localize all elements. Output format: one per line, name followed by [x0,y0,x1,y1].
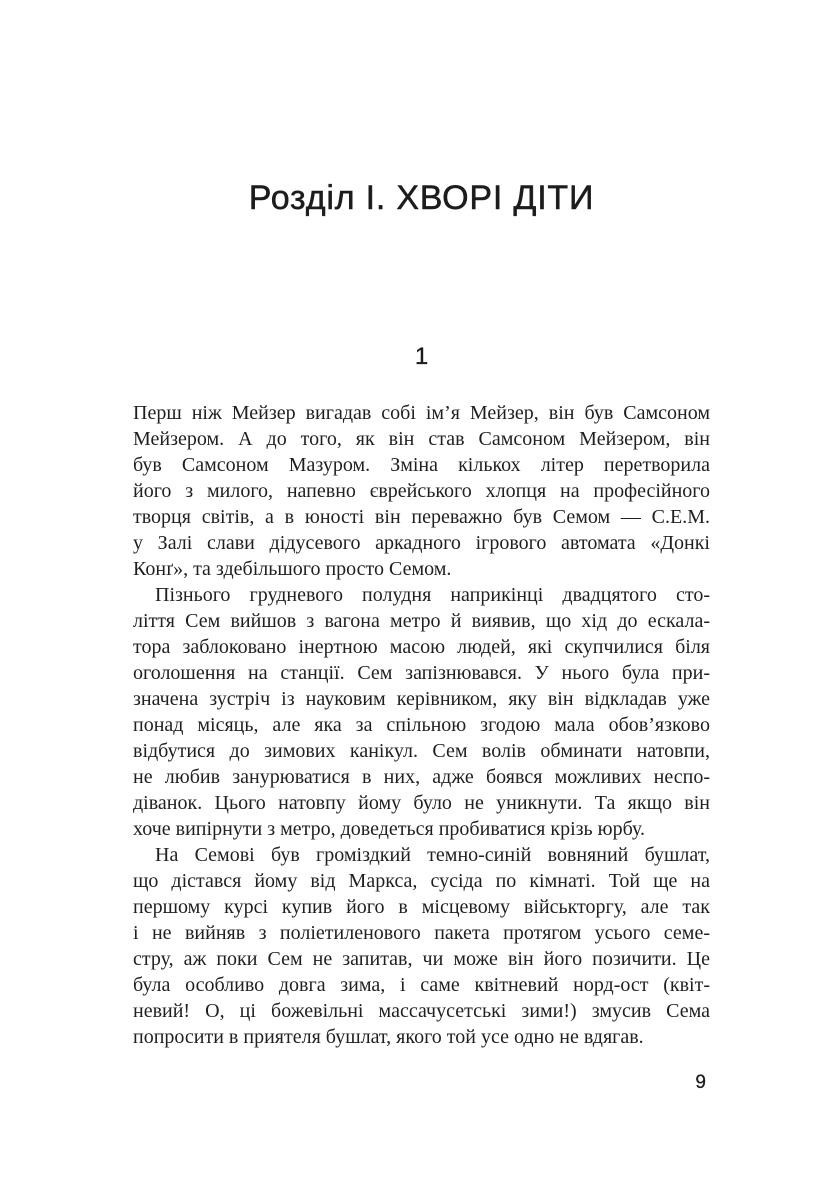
section-number: 1 [414,343,429,370]
text-line: був Самсоном Мазуром. Зміна кількох літер перетворила [133,454,710,476]
body-text [133,400,710,1050]
text-line: невий! О, ці божевільні массачусетські зими!) змусив Сема [133,1000,710,1022]
text-line: понад місяць, але яка за спільною згодою мала обов’язково [133,714,710,736]
text-line: стру, аж поки Сем не запитав, чи може він його позичити. Це [133,948,710,970]
text-line: і не вийняв з поліетиленового пакета протягом усього семе- [133,922,710,944]
text-line: у Залі слави дідусевого аркадного ігрового автомата «Донкі [133,532,710,554]
text-line: Пізнього грудневого полудня наприкінці двадцятого сто- [155,584,710,606]
text-line: не любив занурюватися в них, адже боявся можливих неспо- [133,766,710,788]
text-line: Мейзером. А до того, як він став Самсоном Мейзером, він [133,428,710,450]
text-line: була особливо довга зима, і саме квітневий норд-ост (квіт- [133,974,710,996]
text-line: На Семові був громіздкий темно-синій вовняний бушлат, [155,844,710,866]
text-line: Конґ», та здебільшого просто Семом. [133,558,452,580]
text-line: діванок. Цього натовпу йому було не уникнути. Та якщо він [133,792,710,814]
text-line: оголошення на станції. Сем запізнювався. У нього була при- [133,662,710,684]
chapter-title: Розділ І. ХВОРІ ДІТИ [248,179,595,217]
text-line: попросити в приятеля бушлат, якого той усе одно не вдягав. [133,1026,644,1048]
page-number: 9 [695,1072,706,1093]
text-line: значена зустріч із науковим керівником, яку він відкладав уже [133,688,710,710]
text-line: тора заблоковано інертною масою людей, які скупчилися біля [133,636,710,658]
text-line: відбутися до зимових канікул. Сем волів обминати натовпи, [133,740,710,762]
text-line: першому курсі купив його в місцевому військторгу, але так [133,896,710,918]
text-line: Перш ніж Мейзер вигадав собі ім’я Мейзер, він був Самсоном [133,402,710,424]
text-line: хоче випірнути з метро, доведеться пробиватися крізь юрбу. [133,818,646,840]
text-line: ліття Сем вийшов з вагона метро й виявив, що хід до ескала- [133,610,710,632]
text-line: його з милого, напевно єврейського хлопця на професійного [133,480,710,502]
text-line: що дістався йому від Маркса, сусіда по кімнаті. Той ще на [133,870,710,892]
text-line: творця світів, а в юності він переважно був Семом — С.Е.М. [133,506,710,528]
